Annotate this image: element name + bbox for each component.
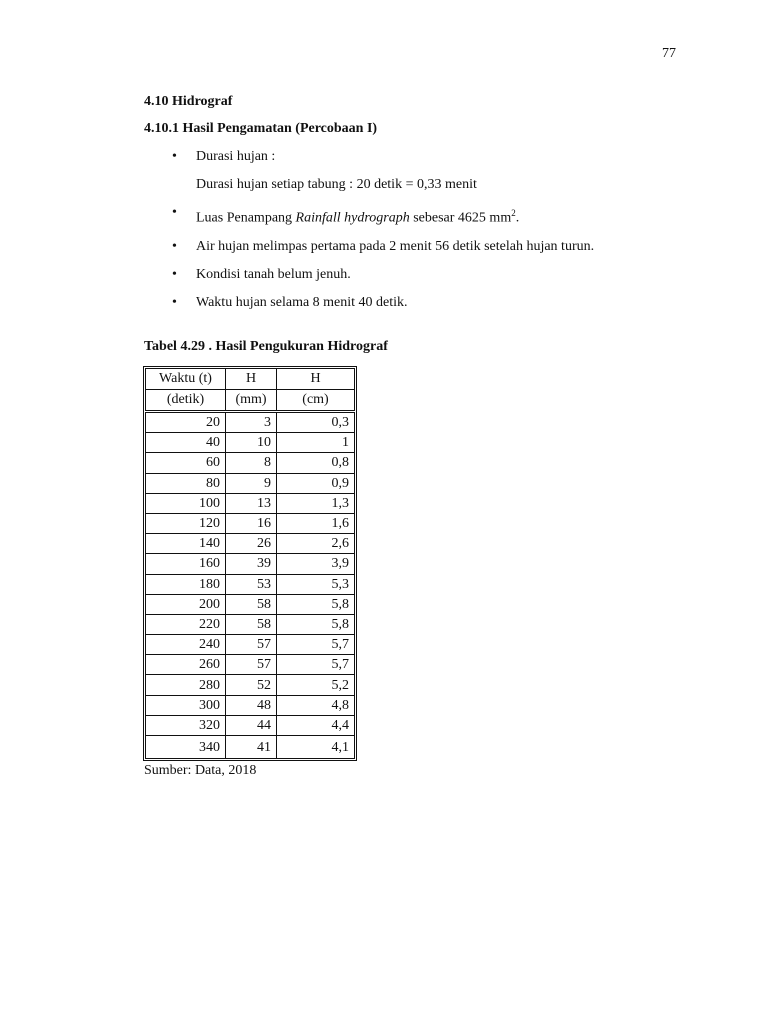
column-header: H [277, 369, 355, 390]
table-row [146, 473, 355, 493]
table-cell: 3,9 [277, 554, 355, 574]
table-cell: 41 [226, 736, 277, 759]
table-cell: 80 [146, 473, 226, 493]
subsection-title: 4.10.1 Hasil Pengamatan (Percobaan I) [144, 121, 378, 136]
table-cell: 280 [146, 675, 226, 695]
bullet-icon: • [172, 238, 177, 254]
table-cell: 60 [146, 453, 226, 473]
table-row [146, 594, 355, 614]
table-cell: 260 [146, 655, 226, 675]
bullet-text: Luas Penampang [196, 210, 296, 226]
table-row [146, 534, 355, 554]
table-cell: 16 [226, 513, 277, 533]
table-cell: 160 [146, 554, 226, 574]
table-cell: 13 [226, 493, 277, 513]
table-cell: 300 [146, 695, 226, 715]
bullet-text: Kondisi tanah belum jenuh. [196, 266, 351, 282]
bullet-icon: • [172, 149, 177, 164]
bullet-text: . [515, 210, 520, 226]
bullet-text: Waktu hujan selama 8 menit 40 detik. [196, 294, 408, 310]
bullet-icon: • [172, 294, 177, 310]
table-row [146, 736, 355, 759]
list-item [144, 294, 704, 312]
table-row [146, 554, 355, 574]
bullet-text: sebesar 4625 mm [409, 210, 512, 226]
column-unit: (mm) [226, 390, 277, 412]
bullet-italic-text: Rainfall hydrograph [295, 210, 410, 226]
bullet-icon: • [172, 266, 177, 282]
table-cell: 180 [146, 574, 226, 594]
table-cell: 44 [226, 715, 277, 735]
table-cell: 3 [226, 412, 277, 433]
section-title: 4.10 Hidrograf [144, 94, 233, 109]
table-cell: 0,8 [277, 453, 355, 473]
table-row [146, 433, 355, 453]
table-row [146, 513, 355, 533]
table-row [146, 453, 355, 473]
table-cell: 26 [226, 534, 277, 554]
table-cell: 140 [146, 534, 226, 554]
table-cell: 1 [277, 433, 355, 453]
table-row [146, 412, 355, 433]
table-cell: 52 [226, 675, 277, 695]
table-cell: 57 [226, 655, 277, 675]
superscript: 2 [511, 208, 516, 218]
table-caption: Tabel 4.29 . Hasil Pengukuran Hidrograf [144, 339, 388, 354]
column-header: Waktu (t) [146, 369, 226, 390]
table-cell: 40 [146, 433, 226, 453]
table-cell: 240 [146, 635, 226, 655]
list-item [144, 204, 704, 228]
table-cell: 1,3 [277, 493, 355, 513]
table-row [146, 655, 355, 675]
hydrograph-table [145, 368, 355, 759]
table-cell: 5,3 [277, 574, 355, 594]
table-cell: 4,1 [277, 736, 355, 759]
table-cell: 20 [146, 412, 226, 433]
table-cell: 10 [226, 433, 277, 453]
table-body [146, 412, 355, 759]
bullet-text: Air hujan melimpas pertama pada 2 menit 56 detik setelah hujan turun. [196, 238, 595, 254]
table-row [146, 695, 355, 715]
observation-list [144, 148, 704, 322]
table-cell: 120 [146, 513, 226, 533]
bullet-text: Durasi hujan : [196, 149, 276, 164]
table-cell: 320 [146, 715, 226, 735]
column-header: H [226, 369, 277, 390]
table-row [146, 574, 355, 594]
list-item [144, 238, 704, 256]
table-cell: 4,8 [277, 695, 355, 715]
table-cell: 39 [226, 554, 277, 574]
table-cell: 58 [226, 614, 277, 634]
table-row [146, 614, 355, 634]
table-cell: 2,6 [277, 534, 355, 554]
hydrograph-table-frame [143, 366, 357, 761]
column-unit: (detik) [146, 390, 226, 412]
table-cell: 9 [226, 473, 277, 493]
table-source: Sumber: Data, 2018 [144, 763, 257, 778]
table-cell: 5,2 [277, 675, 355, 695]
table-cell: 58 [226, 594, 277, 614]
table-cell: 1,6 [277, 513, 355, 533]
list-item [144, 266, 704, 284]
table-cell: 0,9 [277, 473, 355, 493]
table-cell: 57 [226, 635, 277, 655]
table-cell: 340 [146, 736, 226, 759]
table-row [146, 715, 355, 735]
table-cell: 5,7 [277, 655, 355, 675]
table-cell: 5,7 [277, 635, 355, 655]
table-cell: 220 [146, 614, 226, 634]
table-cell: 0,3 [277, 412, 355, 433]
table-cell: 100 [146, 493, 226, 513]
table-cell: 200 [146, 594, 226, 614]
table-row [146, 635, 355, 655]
list-item [144, 148, 704, 194]
page-number: 77 [662, 46, 676, 61]
table-row [146, 675, 355, 695]
table-cell: 8 [226, 453, 277, 473]
bullet-subtext: Durasi hujan setiap tabung : 20 detik = 0,33 menit [196, 177, 477, 192]
table-cell: 53 [226, 574, 277, 594]
table-cell: 5,8 [277, 614, 355, 634]
table-cell: 4,4 [277, 715, 355, 735]
table-cell: 48 [226, 695, 277, 715]
table-cell: 5,8 [277, 594, 355, 614]
bullet-icon: • [172, 205, 177, 220]
column-unit: (cm) [277, 390, 355, 412]
table-row [146, 493, 355, 513]
